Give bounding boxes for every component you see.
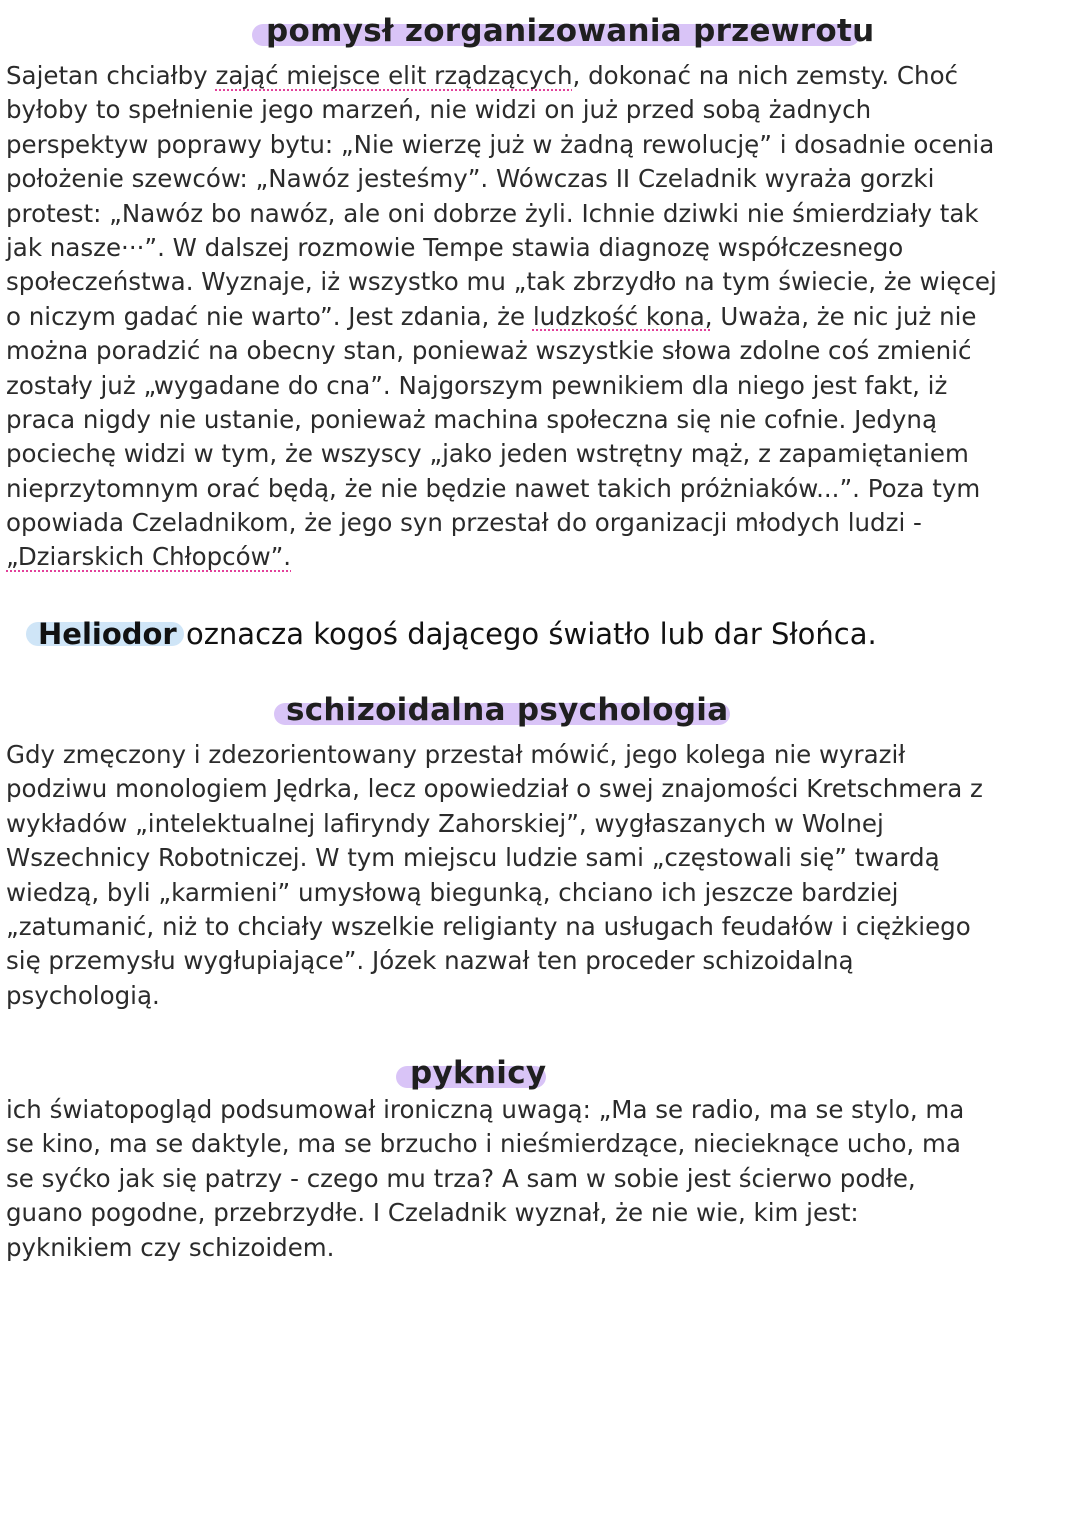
paragraph-pyknicy [6,1093,1080,1265]
heliodor-definition: oznacza kogoś dającego światło lub dar Słońca. [176,617,877,651]
text-line: można poradzić na obecny stan, ponieważ wszystkie słowa zdolne coś zmienić [6,336,972,366]
heliodor-note [38,614,877,654]
text-line: podziwu monologiem Jędrka, lecz opowiedział o swej znajomości Kretschmera z [6,774,983,804]
text-line: psychologią. [6,980,160,1010]
text-line: guano pogodne, przebrzydłe. I Czeladnik wyznał, że nie wie, kim jest: [6,1198,859,1228]
paragraph-przewrot [6,59,1080,575]
text-line: „zatumanić, niż to chciały wszelkie religianty na usługach feudałów i ciężkiego [6,911,971,941]
text-line: se kino, ma se daktyle, ma se brzucho i nieśmierdzące, niecieknące ucho, ma [6,1129,961,1159]
text-line: opowiada Czeladnikom, że jego syn przestał do organizacji młodych ludzi - [6,508,922,538]
text-line: byłoby to spełnienie jego marzeń, nie widzi on już przed sobą żadnych [6,95,872,125]
text-line: się przemysłu wygłupiające”. Józek nazwał ten proceder schizoidalną [6,946,854,976]
text-line: położenie szewców: „Nawóz jesteśmy”. Wówczas II Czeladnik wyraża gorzki [6,164,935,194]
underlined-phrase: zająć miejsce elit rządzących [215,61,573,90]
text-line: perspektyw poprawy bytu: „Nie wierzę już w żadną rewolucję” i dosadnie ocenia [6,129,995,159]
section-heading-schizoidalna: schizoidalna psychologia [286,692,729,728]
text-line: Sajetan chciałby zająć miejsce elit rządzących, dokonać na nich zemsty. Choć [6,61,959,90]
text-line: Gdy zmęczony i zdezorientowany przestał mówić, jego kolega nie wyraził [6,740,906,769]
paragraph-schizoidalna [6,738,1080,1013]
text-line: pyknikiem czy schizoidem. [6,1232,335,1262]
underlined-phrase: ludzkość kona, [532,301,713,331]
text-line: ich światopogląd podsumował ironiczną uwagą: „Ma se radio, ma se stylo, ma [6,1095,965,1124]
text-line: wiedzą, byli „karmieni” umysłową biegunką, chciano ich jeszcze bardziej [6,877,899,907]
text-line: zostały już „wygadane do cna”. Najgorszym pewnikiem dla niego jest fakt, iż [6,370,948,400]
text-line: wykładów „intelektualnej lafiryndy Zahorskiej”, wygłaszanych w Wolnej [6,808,884,838]
text-line: społeczeństwa. Wyznaje, iż wszystko mu „tak zbrzydło na tym świecie, że więcej [6,267,997,297]
text-line: protest: „Nawóz bo nawóz, ale oni dobrze żyli. Ichnie dziwki nie śmierdziały tak [6,198,979,228]
underlined-phrase: „Dziarskich Chłopców”. [6,542,292,572]
text-line: o niczym gadać nie warto”. Jest zdania, że ludzkość kona, Uważa, że nic już nie [6,301,977,331]
section-heading-pyknicy: pyknicy [410,1055,547,1091]
text-line: praca nigdy nie ustanie, ponieważ machina społeczna się nie cofnie. Jedyną [6,404,937,434]
text-line: se syćko jak się patrzy - czego mu trza? A sam w sobie jest ścierwo podłe, [6,1163,916,1193]
text-line: pociechę widzi w tym, że wszyscy „jako jeden wstrętny mąż, z zapamiętaniem [6,439,969,469]
text-line: Wszechnicy Robotniczej. W tym miejscu ludzie sami „częstowali się” twardą [6,843,940,873]
section-heading-przewrot: pomysł zorganizowania przewrotu [266,13,875,49]
text-line: nieprzytomnym orać będą, że nie będzie nawet takich próżniaków...”. Poza tym [6,473,981,503]
text-line: jak nasze···”. W dalszej rozmowie Tempe stawia diagnozę współczesnego [6,232,904,262]
heliodor-word: Heliodor [38,617,177,651]
text-line [6,540,1080,574]
